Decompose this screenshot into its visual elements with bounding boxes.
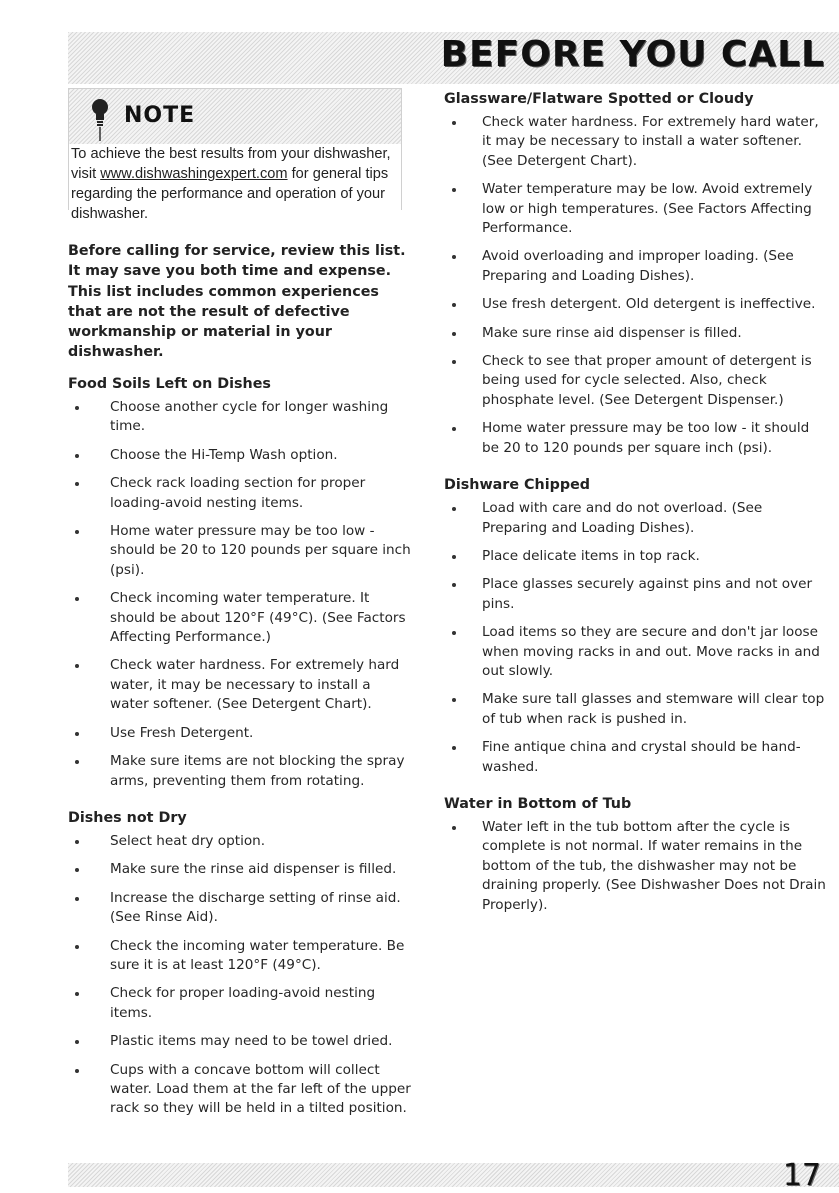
bullet-icon — [75, 482, 79, 486]
list-item — [68, 1032, 413, 1051]
list-item — [444, 295, 828, 314]
bullet-icon — [75, 945, 79, 949]
list-item — [444, 352, 828, 410]
note-text — [69, 144, 401, 224]
list-item-text: Check water hardness. For extremely hard water, it may be necessary to install a water softener. (See Detergent Chart). — [482, 114, 819, 169]
bullet-icon — [75, 840, 79, 844]
page-title: BEFORE YOU CALL — [440, 34, 825, 75]
bullet-icon — [75, 732, 79, 736]
bullet-icon — [75, 868, 79, 872]
list-item-text: Avoid overloading and improper loading. (See Preparing and Loading Dishes). — [482, 248, 794, 284]
list-item-text: Fine antique china and crystal should be hand-washed. — [482, 739, 801, 775]
list-item-text: Plastic items may need to be towel dried. — [110, 1033, 393, 1050]
list-item-text: Check to see that proper amount of detergent is being used for cycle selected. Also, check phosphate level. (See Detergent Dispenser.) — [482, 353, 812, 408]
bullet-icon — [75, 664, 79, 668]
list-item — [444, 324, 828, 343]
bullet-icon — [452, 255, 456, 259]
note-title-band — [69, 89, 401, 145]
section-gap — [444, 786, 828, 794]
list-item — [444, 247, 828, 286]
bullet-icon — [452, 555, 456, 559]
list-item-text: Home water pressure may be too low - it should be 20 to 120 pounds per square inch (psi). — [482, 420, 810, 456]
bullet-icon — [452, 332, 456, 336]
list-item-text: Home water pressure may be too low - should be 20 to 120 pounds per square inch (psi). — [110, 523, 411, 578]
bullet-icon — [452, 303, 456, 307]
list-item — [444, 113, 828, 171]
bullet-icon — [452, 631, 456, 635]
list-item — [444, 547, 828, 566]
list-item-text: Increase the discharge setting of rinse aid. (See Rinse Aid). — [110, 889, 401, 926]
list-item-text: Use Fresh Detergent. — [110, 724, 254, 741]
bullet-icon — [75, 1069, 79, 1073]
list-item — [68, 889, 413, 928]
list-item-text: Check water hardness. For extremely hard water, it may be necessary to install a water softener. (See Detergent Chart). — [110, 657, 400, 713]
list-item — [68, 589, 413, 647]
list-item — [68, 752, 413, 791]
note-link[interactable]: www.dishwashingexpert.com — [100, 166, 288, 182]
section-gap — [68, 800, 413, 808]
bullet-icon — [452, 507, 456, 511]
list-item — [68, 832, 413, 851]
list-item — [68, 937, 413, 976]
list-item — [68, 1061, 413, 1119]
page-number: 17 — [782, 1158, 821, 1193]
bullet-icon — [452, 188, 456, 192]
list-item — [68, 522, 413, 580]
bullet-icon — [75, 454, 79, 458]
section-heading: Glassware/Flatware Spotted or Cloudy — [444, 91, 754, 107]
list-item-text: Place glasses securely against pins and not over pins. — [482, 576, 813, 612]
bullet-icon — [75, 897, 79, 901]
list-item — [444, 690, 828, 729]
right-column — [444, 89, 828, 924]
bullet-list — [444, 113, 828, 458]
list-item-text: Water temperature may be low. Avoid extremely low or high temperatures. (See Factors Affecting Performance. — [482, 181, 813, 237]
list-item-text: Place delicate items in top rack. — [482, 547, 700, 564]
list-item — [68, 724, 413, 743]
bullet-icon — [75, 530, 79, 534]
list-item-text: Load with care and do not overload. (See Preparing and Loading Dishes). — [482, 500, 763, 536]
bullet-icon — [75, 406, 79, 410]
bullet-icon — [452, 121, 456, 125]
list-item — [444, 419, 828, 458]
list-item — [444, 623, 828, 681]
list-item-text: Check for proper loading-avoid nesting items. — [110, 985, 376, 1021]
list-item — [68, 474, 413, 513]
bullet-icon — [452, 360, 456, 364]
bullet-icon — [75, 760, 79, 764]
header-band — [68, 32, 839, 84]
list-item — [444, 499, 828, 538]
list-item-text: Use fresh detergent. Old detergent is ineffective. — [482, 296, 816, 313]
bullet-list — [68, 398, 413, 791]
bullet-list — [68, 832, 413, 1119]
list-item — [68, 656, 413, 714]
bullet-icon — [452, 826, 456, 830]
section-dishes-not-dry — [68, 808, 413, 1119]
bullet-icon — [75, 597, 79, 601]
left-column — [68, 374, 413, 1128]
list-item-text: Make sure rinse aid dispenser is filled. — [482, 324, 742, 341]
section-dishware-chipped — [444, 475, 828, 777]
list-item-text: Choose another cycle for longer washing time. — [110, 399, 389, 435]
section-heading: Food Soils Left on Dishes — [68, 376, 271, 392]
list-item — [444, 818, 828, 915]
list-item — [444, 575, 828, 614]
bullet-icon — [452, 427, 456, 431]
list-item — [68, 446, 413, 465]
list-item-text: Select heat dry option. — [110, 832, 266, 849]
bullet-icon — [75, 1040, 79, 1044]
section-heading: Dishes not Dry — [68, 809, 187, 826]
note-title: NOTE — [124, 103, 196, 128]
list-item — [444, 180, 828, 238]
page-margin — [0, 0, 68, 1191]
lightbulb-icon — [89, 97, 111, 143]
section-glassware-flatware-spotted-or-cloudy — [444, 89, 828, 458]
bullet-icon — [75, 992, 79, 996]
section-gap — [444, 467, 828, 475]
intro-paragraph: Before calling for service, review this list. It may save you both time and expense. This list includes common experiences that are not the result of defective workmanship or material in your dishwasher. — [68, 243, 406, 361]
list-item-text: Cups with a concave bottom will collect water. Load them at the far left of the upper rack so they will be held in a tilted position. — [110, 1061, 411, 1117]
bullet-list — [444, 818, 828, 915]
list-item-text: Make sure tall glasses and stemware will clear top of tub when rack is pushed in. — [482, 691, 825, 727]
footer-band — [68, 1163, 839, 1187]
section-food-soils-left-on-dishes — [68, 374, 413, 791]
list-item — [68, 860, 413, 879]
list-item-text: Check rack loading section for proper loading-avoid nesting items. — [110, 475, 366, 511]
bullet-list — [444, 499, 828, 777]
note-text-after: for general tips regarding the performance and operation of your dishwasher. — [71, 166, 389, 222]
list-item-text: Check the incoming water temperature. Be sure it is at least 120°F (49°C). — [110, 937, 405, 973]
list-item-text: Water left in the tub bottom after the cycle is complete is not normal. If water remains in the bottom of the tub, the dishwasher may not be draining properly. (See Dishwasher Does not Drain Properly). — [482, 818, 826, 913]
note-box — [68, 88, 402, 222]
bullet-icon — [452, 698, 456, 702]
list-item — [444, 738, 828, 777]
list-item-text: Check incoming water temperature. It should be about 120°F (49°C). (See Factors Affecting Performance.) — [110, 590, 406, 646]
list-item-text: Load items so they are secure and don't jar loose when moving racks in and out. Move racks in and out slowly. — [482, 624, 820, 679]
section-heading: Water in Bottom of Tub — [444, 795, 632, 812]
bullet-icon — [452, 583, 456, 587]
section-water-in-bottom-of-tub — [444, 794, 828, 915]
section-heading: Dishware Chipped — [444, 477, 591, 494]
list-item-text: Choose the Hi-Temp Wash option. — [110, 446, 338, 463]
note-text-before: To achieve the best results from your dishwasher, visit — [71, 146, 391, 182]
list-item-text: Make sure items are not blocking the spray arms, preventing them from rotating. — [110, 753, 405, 789]
list-item — [68, 984, 413, 1023]
list-item — [68, 398, 413, 437]
list-item-text: Make sure the rinse aid dispenser is filled. — [110, 861, 397, 878]
bullet-icon — [452, 746, 456, 750]
